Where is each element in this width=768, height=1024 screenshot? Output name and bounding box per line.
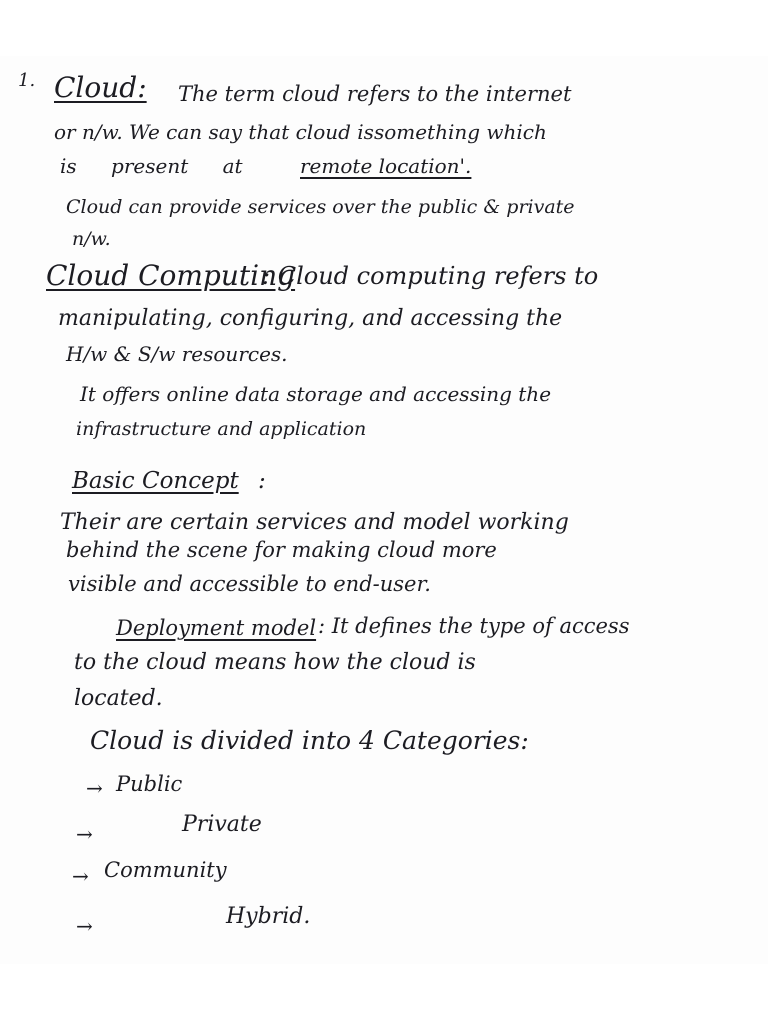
- deployment-model-line-1: : It defines the type of access: [318, 614, 630, 638]
- deployment-model-line-3: located.: [74, 686, 163, 711]
- category-public: Public: [116, 772, 183, 796]
- cloud-computing-line-3: H/w & S/w resources.: [66, 342, 288, 366]
- deployment-model-heading: Deployment model: [116, 616, 317, 640]
- arrow-icon: →: [86, 776, 103, 800]
- cloud-computing-line-2: manipulating, configuring, and accessing the: [58, 306, 563, 331]
- cloud-computing-line-1: : Cloud computing refers to: [262, 262, 599, 290]
- basic-concept-colon: :: [258, 468, 266, 494]
- cloud-definition-line-2: or n/w. We can say that cloud issomething which: [54, 120, 547, 144]
- category-private: Private: [182, 812, 262, 837]
- arrow-icon: →: [72, 864, 89, 888]
- item-number: 1.: [18, 70, 36, 91]
- remote-location-text: remote location'.: [300, 154, 472, 178]
- page-bottom-margin: [0, 964, 768, 1024]
- page-top-margin: [0, 0, 768, 56]
- basic-concept-line-3: visible and accessible to end-user.: [68, 572, 431, 596]
- basic-concept-line-1: Their are certain services and model working: [60, 510, 569, 535]
- cloud-definition-line-3a: is present at: [60, 154, 243, 178]
- basic-concept-heading: Basic Concept: [72, 468, 239, 494]
- basic-concept-line-2: behind the scene for making cloud more: [66, 538, 497, 562]
- arrow-icon: →: [76, 822, 93, 846]
- offers-line-1: It offers online data storage and accessing the: [80, 382, 552, 406]
- services-line-2: n/w.: [72, 228, 111, 250]
- cloud-definition-line-1: The term cloud refers to the internet: [178, 82, 572, 106]
- cloud-computing-heading: Cloud Computing: [46, 259, 296, 292]
- offers-line-2: infrastructure and application: [76, 418, 367, 440]
- category-community: Community: [104, 858, 227, 882]
- arrow-icon: →: [76, 914, 93, 938]
- cloud-heading: Cloud:: [54, 71, 147, 104]
- categories-intro: Cloud is divided into 4 Categories:: [90, 726, 529, 755]
- deployment-model-line-2: to the cloud means how the cloud is: [74, 650, 476, 675]
- category-hybrid: Hybrid.: [226, 904, 311, 929]
- services-line-1: Cloud can provide services over the public & private: [66, 196, 575, 218]
